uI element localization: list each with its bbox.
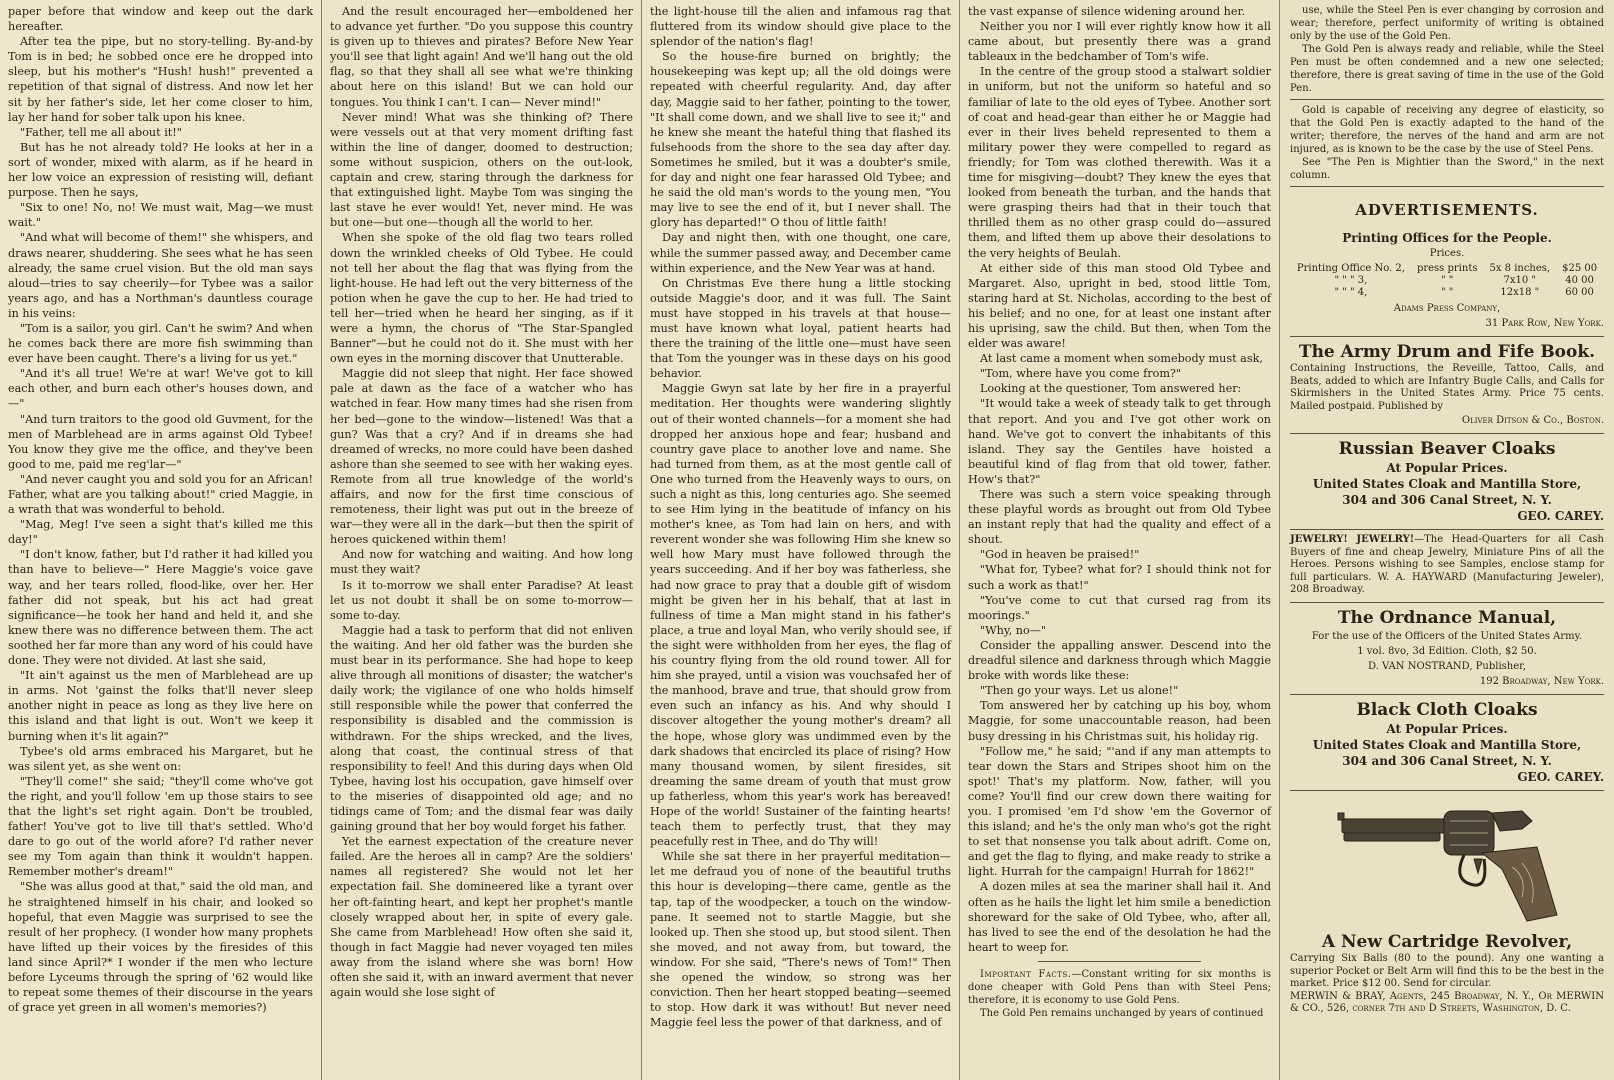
price-name: " " " 4, (1334, 287, 1368, 299)
price-name: Printing Office No. 2, (1296, 263, 1405, 275)
paragraph: "Then go your ways. Let us alone!" (980, 684, 1179, 698)
revolver-barrel (1342, 819, 1452, 833)
paragraph: "Father, tell me all about it!" (20, 125, 182, 139)
ad-text: —The Head-Quarters for all Cash Buyers of fine and cheap Jewelry, Miniature Pins of all the Heroes. Persons wishing to see Samples, enclose stamp for full particulars. W. A. HAYWARD (Manufacturing Jeweler), 208 Broadway. (1290, 534, 1604, 596)
paragraph: In the centre of the group stood a stalwart soldier in uniform, but not the uniform so hateful and so familiar of late to the old eyes of Tybee. Another sort of coat and head-gear than either he or Maggie had ever in their lives beheld represented to them a military power they were compelled to regard as friendly; for Tom was clothed therewith. Was it a time for misgiving—doubt? They knew the eyes that looked from beneath the turban, and the hands that were grasping theirs had that in their touch that thrilled them as no other grasp could do—assured them, and lifted them up above their desolations to the very heights of Beulah. (968, 65, 1271, 260)
ad-ordnance-manual (1290, 603, 1604, 695)
facts-text: —Constant writing for six months is done cheaper with Gold Pens than with Steel Pens; therefore, it is economy to use Gold Pens. (968, 968, 1271, 1006)
paragraph: Consider the appalling answer. Descend into the dreadful silence and darkness through which Maggie broke with words like these: (968, 638, 1271, 683)
ad-body (1290, 534, 1604, 597)
paragraph: "Follow me," he said; "'and if any man attempts to tear down the Stars and Stripes shoot him on the spot!' That's my platform. Now, father, will you come? You'll find our crew down there waiting for you. I promised 'em I'd show 'em the Governor of this island; and he's the only man who's got the right to set that nonsense you talk about adrift. Come on, and get the flag to flying, and make ready to strike a light. Hurrah for the campaign! Hurrah for 1862!" (968, 744, 1271, 879)
column-5-advertisements (1280, 0, 1614, 1080)
price-prints: press prints (1416, 263, 1478, 275)
advertisements-title: ADVERTISEMENTS. (1355, 201, 1539, 219)
divider (1290, 99, 1604, 100)
ad-store: United States Cloak and Mantilla Store, (1312, 738, 1582, 753)
paragraph: "Mag, Meg! I've seen a sight that's killed me this day!" (8, 518, 313, 547)
price-size: 7x10 " (1503, 275, 1537, 287)
paragraph: On Christmas Eve there hung a little stocking outside Maggie's door, and it was full. The Saint must have stopped in his travels at that house—must have known what loyal, patient hearts had there the training of the little one—must have seen that Tom the younger was in these days on his good behavior. (650, 276, 951, 381)
ad-heading: The Army Drum and Fife Book. (1298, 342, 1596, 363)
column-3 (642, 0, 960, 1080)
column-4 (960, 0, 1280, 1080)
ad-subheading: At Popular Prices. (1386, 722, 1508, 737)
gold-pen-note: The Gold Pen is always ready and reliable, while the Steel Pen must be often condemned and a new one selected; therefore, there is great saving of time in the use of the Gold Pen. (1290, 44, 1604, 94)
column-1 (0, 0, 322, 1080)
ad-heading: Black Cloth Cloaks (1356, 700, 1538, 721)
paragraph: Tybee's old arms embraced his Margaret, but he was silent yet, as she went on: (8, 744, 313, 773)
ad-revolver (1290, 797, 1604, 1016)
ad-store: United States Cloak and Mantilla Store, (1312, 477, 1582, 492)
paragraph: A dozen miles at sea the mariner shall hail it. And often as he hails the light let him smile a benediction shoreward for the sake of Old Tybee, who, after all, has lived to see the end of the desolation he had the heart to weep for. (968, 880, 1271, 954)
paragraph: "She was allus good at that," said the old man, and he straightened himself in his chair, and looked so hopeful, that even Maggie was surprised to see the result of her prophecy. (I wonder how many prophets have lifted up their voices by the firesides of this land since April?* I wonder if the men who lecture before Lyceums through the spring of '62 would like to repeat some themes of their discourse in the years of grace yet green in all women's memories?) (8, 880, 313, 1015)
ad-publisher: Oliver Ditson & Co., Boston. (1461, 415, 1604, 427)
ad-heading: JEWELRY! JEWELRY! (1290, 534, 1415, 546)
paragraph: Never mind! What was she thinking of? There were vessels out at that very moment drifting fast within the line of danger, doomed to destruction; some without suspicion, others on the out-look, captain and crew, staring through the darkness for that extinguished light. Maybe Tom was singing the last stave he ever would! Yet, never mind. He was but one—but one—though all the world to her. (330, 110, 633, 230)
facts-paragraph (968, 968, 1271, 1007)
paragraph: Looking at the questioner, Tom answered her: (980, 382, 1242, 396)
ad-agents: MERWIN & BRAY, Agents, 245 Broadway, N. Y., Or MERWIN & CO., 526, corner 7th and D Streets, Washington, D. C. (1290, 990, 1604, 1015)
paragraph: "And what will become of them!" she whispers, and draws nearer, shuddering. She sees what he has seen already, the same cruel vision. But the old man says aloud—tries to say cheerily—for Tybee was a sailor years ago, and has a Northman's dauntless courage in his veins: (8, 231, 313, 320)
price-amount: 60 00 (1565, 287, 1594, 299)
ad-printing-offices (1290, 226, 1604, 337)
paragraph: "God in heaven be praised!" (980, 548, 1140, 562)
section-divider (1038, 961, 1201, 962)
price-amount: $25 00 (1562, 263, 1598, 275)
ad-drum-fife-book (1290, 337, 1604, 434)
column-2 (322, 0, 642, 1080)
price-prints: " " (1441, 275, 1454, 287)
ad-body: Carrying Six Balls (80 to the pound). Any one wanting a superior Pocket or Belt Arm will find this to be the best in the market. Price $12 00. Send for circular. (1290, 953, 1604, 990)
paragraph: Day and night then, with one thought, one care, while the summer passed away, and December came within experience, and the New Year was at hand. (650, 231, 951, 275)
ad-heading: The Ordnance Manual, (1337, 607, 1557, 628)
paragraph: Tom answered her by catching up his boy, whom Maggie, for some unaccountable reason, had been busy dressing in his Christmas suit, his holiday rig. (968, 699, 1271, 743)
ad-subheading: At Popular Prices. (1386, 461, 1508, 476)
paragraph: "You've come to cut that cursed rag from its moorings." (968, 593, 1271, 622)
gold-pen-note: use, while the Steel Pen is ever changing by corrosion and wear; therefore, perfect uniformity of writing is obtained only by the use of the Gold Pen. (1290, 5, 1604, 42)
price-prints: " " (1441, 287, 1454, 299)
paragraph: "And it's all true! We're at war! We've got to kill each other, and burn each other's houses down, and—" (8, 367, 313, 411)
ad-russian-beaver-cloaks (1290, 434, 1604, 530)
gold-pen-note: Gold is capable of receiving any degree of elasticity, so that the Gold Pen is exactly adapted to the hand of the writer; therefore, the nerves of the hand and arm are not injured, as is known to be the case by the use of Steel Pens. (1290, 105, 1604, 155)
paragraph: the vast expanse of silence widening around her. (968, 5, 1246, 18)
ad-address: 192 Broadway, New York. (1479, 676, 1604, 688)
paragraph: "They'll come!" she said; "they'll come who've got the right, and you'll follow 'em up those stairs to see that the light's set right again. Don't be troubled, father! You've got to live till that's settled. Who'd dare to go out of the world afore? I'd rather never see my Tom again than think it wouldn't happen. Remember mother's dream!" (8, 774, 313, 879)
paragraph: the light-house till the alien and infamous rag that fluttered from its window should give place to the splendor of the nation's flag! (650, 5, 951, 49)
paragraph: paper before that window and keep out the dark hereafter. (8, 5, 313, 34)
ad-heading: A New Cartridge Revolver, (1321, 932, 1573, 953)
ad-body: For the use of the Officers of the United States Army. (1311, 630, 1583, 642)
price-amount: 40 00 (1565, 275, 1594, 287)
facts-tail: The Gold Pen remains unchanged by years of continued (980, 1007, 1264, 1019)
gold-pen-note: See "The Pen is Mightier than the Sword," in the next column. (1290, 157, 1604, 181)
ad-owner: GEO. CAREY. (1517, 509, 1604, 524)
price-row (1291, 287, 1603, 299)
paragraph: Maggie Gwyn sat late by her fire in a prayerful meditation. Her thoughts were wandering slightly out of their wonted channels—for a moment she had dropped her anxious hope and fear; husband and country gave place to another love and name. She had turned from them, as at the most gentle call of One who turned from the Heavenly ways to ours, on such a night as this, long centuries ago. She seemed to see Him lying in the beatitude of infancy on his mother's knee, as Tom had lain on hers, and with reverent wonder she was following Him she knew so well how Mary must have followed through the years succeeding. And if her boy was fatherless, she had now grace to pray that a double gift of wisdom might be given her in his behalf, that at last in fullness of time a Man might stand in his father's place, a true and loyal Man, who verily should see, if the sight were withholden from her eyes, the flag of his country flying from the old round tower. All for him she prayed, until a vision was vouchsafed her of the manhood, brave and true, that should grow from even such an infancy as his. And why should I discover altogether the young mother's dream? all the hope, whose glory was undimmed even by the dark shadows that encircled its place of rising? How many thousand women, by silent firesides, sit dreaming the same dream of youth that must grow up fatherless, whom this year's work has bereaved! Hope of the world! Sustainer of the fainting hearts! teach them to perfectly trust, that they may peacefully rest in Thee, and do Thy will! (650, 382, 951, 849)
ad-heading: Russian Beaver Cloaks (1338, 439, 1556, 460)
revolver-grip (1482, 847, 1557, 921)
ad-edition: 1 vol. 8vo, 3d Edition. Cloth, $2 50. (1357, 646, 1537, 658)
paragraph: "I don't know, father, but I'd rather it had killed you than have to believe—" Here Maggie's voice gave way, and her tears rolled, flood-like, over her. Her father did not speak, but his act had great significance—he took her hand and held it, and she knew there was no difference between them. The act soothed her far more than any word of his could have done. They were not divided. At last she said, (8, 548, 314, 668)
paragraph: There was such a stern voice speaking through these playful words as brought out from Old Tybee an instant reply that had the quality and effect of a shout. (968, 488, 1271, 547)
ad-black-cloth-cloaks (1290, 695, 1604, 791)
company-name: Adams Press Company, (1393, 303, 1501, 315)
ad-owner: GEO. CAREY. (1517, 770, 1604, 785)
price-size: 5x 8 inches, (1489, 263, 1551, 275)
company-address: 31 Park Row, New York. (1485, 318, 1604, 330)
price-name: " " " 3, (1334, 275, 1368, 287)
price-row (1291, 275, 1603, 287)
ad-jewelry (1290, 530, 1604, 603)
paragraph: After tea the pipe, but no story-telling. By-and-by Tom is in bed; he sobbed once ere he dropped into sleep, but his mother's "Hush! hush!" prevented a repetition of that signal of distress. And now let her sit by her father's side, let her come closer to him, lay her hand for sober talk upon his knee. (8, 35, 313, 124)
ad-publisher: D. VAN NOSTRAND, Publisher, (1367, 661, 1527, 673)
ad-body: Containing Instructions, the Reveille, Tattoo, Calls, and Beats, added to which are Infantry Bugle Calls, and Calls for Skirmishers in the United States Army. Price 75 cents. Mailed postpaid. Published by (1290, 363, 1604, 412)
price-table (1291, 263, 1603, 299)
paragraph: So the house-fire burned on brightly; the housekeeping was kept up; all the old doings were repeated with cheerful regularity. And, day after day, Maggie said to her father, pointing to the tower, "It shall come down, and we shall live to see it;" and he knew she meant the hateful thing that flashed its fulsehoods from the shore to the sea day after day. Sometimes he smiled, but it was a doubter's smile, for day and night one fear harassed Old Tybee; and he said the old man's words to the young men, "You may live to see the end of it, but I never shall. The glory has departed!" O thou of little faith! (650, 50, 951, 230)
ad-heading: Printing Offices for the People. (1342, 231, 1552, 246)
paragraph: "Tom, where have you come from?" (980, 367, 1182, 381)
paragraph: "What for, Tybee? what for? I should think not for such a work as that!" (968, 563, 1271, 592)
paragraph: "It ain't against us the men of Marblehead are up in arms. Not 'gainst the folks that'll never sleep another night in peace as long as they live here on this island and that light is out. Won't we keep it burning when it's lit again?" (8, 669, 313, 743)
paragraph: "And never caught you and sold you for an African! Father, what are you talking about!" cried Maggie, in a wrath that was wonderful to behold. (8, 472, 313, 517)
prices-label: Prices. (1429, 248, 1465, 260)
paragraph: While she sat there in her prayerful meditation—let me defraud you of none of the beautiful truths this hour is developing—there came, gentle as the tap, tap of the woodpecker, a touch on the window-pane. It seemed not to startle Maggie, but she looked up. Then she stood up, but stood silent. Then she moved, and not away from, but toward, the window. For she said, "There's news of Tom!" Then she opened the window, so strong was her conviction. Then her heart stopped beating—seemed to stop. How dark it was without! But never need Maggie feel less the power of that darkness, and of (650, 850, 951, 1030)
divider (1290, 186, 1604, 187)
paragraph: And the result encouraged her—emboldened her to advance yet further. "Do you suppose this country is given up to thieves and pirates? Before New Year you'll see that light again! And we'll hang out the old flag, so that they shall all see what we're thinking about here on this island! But we can hold our tongues. You think I can't. I can— Never mind!" (330, 5, 633, 109)
paragraph: At last came a moment when somebody must ask, (980, 352, 1263, 366)
paragraph: "And turn traitors to the good old Guvment, for the men of Marblehead are in arms against Old Tybee! You know they give me the office, and they've been good to me, paid me reg'lar—" (8, 412, 313, 471)
paragraph: Neither you nor I will ever rightly know how it all came about, but presently there was a grand tableaux in the bedchamber of Tom's wife. (968, 20, 1271, 64)
paragraph: "Six to one! No, no! We must wait, Mag—we must wait." (8, 201, 313, 230)
paragraph: When she spoke of the old flag two tears rolled down the wrinkled cheeks of Old Tybee. He could not tell her about the flag that was flying from the light-house. He had left out the very bitterness of the potion when he gave the cup to her. He had tried to tell her—tried when he heard her singing, as if it were a hymn, the chorus of "The Star-Spangled Banner"—but he could not do it. She must with her own eyes in the morning discover that Unutterable. (330, 231, 633, 366)
paragraph: Maggie had a task to perform that did not enliven the waiting. And her old father was the burden she must bear in its performance. She had hope to keep alive through all monitions of disaster; the watcher's daily work; the vigilance of one who holds himself still responsible while the power that conferred the responsibility is disabled and the commission is withdrawn. For the ships wrecked, and the lives, along that coast, the continual stress of that responsibility to feel! And this during days when Old Tybee, having lost his occupation, gave himself over to the miseries of disappointed old age; and no tidings came of Tom; and the dismal fear was daily gaining ground that her boy would forget his father. (330, 623, 633, 834)
paragraph: Maggie did not sleep that night. Her face showed pale at dawn as the face of a watcher who has watched in fear. How many times had she risen from her bed—gone to the window—listened! Was that a gun? Was that a cry? And if in dreams she had dreamed of wrecks, no more could have been dashed ashore than she seemed to see with her waking eyes. Remote from all true knowledge of the world's affairs, and now for the first time conscious of remoteness, their light was put out in the breeze of war—they were all in the dark—but then the spirit of heroes quickened within them! (330, 367, 633, 547)
paragraph: At either side of this man stood Old Tybee and Margaret. Also, upright in bed, stood little Tom, staring hard at St. Nicholas, according to the best of his belief; and no one, for at least one instant after his uprising, saw the child. But then, when Tom the elder was aware! (968, 261, 1271, 351)
paragraph: Is it to-morrow we shall enter Paradise? At least let us not doubt it shall be on some to-morrow—some to-day. (330, 578, 633, 622)
paragraph: And now for watching and waiting. And how long must they wait? (330, 548, 633, 577)
important-facts (968, 968, 1271, 1020)
ad-address: 304 and 306 Canal Street, N. Y. (1342, 754, 1552, 769)
paragraph: But has he not already told? He looks at her in a sort of wonder, mixed with alarm, as if he heard in her low voice an expression of resisting will, defiant purpose. Then he says, (8, 140, 313, 200)
facts-heading: Important Facts. (980, 968, 1072, 980)
revolver-illustration (1332, 797, 1562, 927)
ad-address: 304 and 306 Canal Street, N. Y. (1342, 493, 1552, 508)
paragraph: "Tom is a sailor, you girl. Can't he swim? And when he comes back there are more fish swimming than ever have been caught. There's a living for us yet." (8, 321, 313, 366)
paragraph: "Why, no—" (980, 623, 1047, 637)
paragraph: "It would take a week of steady talk to get through that report. And you and I've got other work on hand. We've got to convert the inhabitants of this island. They say the Gentiles have hoisted a beautiful kind of flag from that old tower, father. How's that?" (968, 397, 1271, 486)
price-size: 12x18 " (1500, 287, 1540, 299)
paragraph: Yet the earnest expectation of the creature never failed. Are the heroes all in camp? Are the soldiers' names all registered? She would not let her expectation fail. She domineered like a tyrant over her oft-fainting heart, and kept her prophet's mantle closely wrapped about her, in spite of every gale. She came from Marblehead! How often she said it, though in fact Maggie had never voyaged ten miles away from the island where she was born! How often she said it, with an inward averment that never again would she lose sight of (330, 835, 633, 1000)
price-row (1291, 263, 1603, 275)
